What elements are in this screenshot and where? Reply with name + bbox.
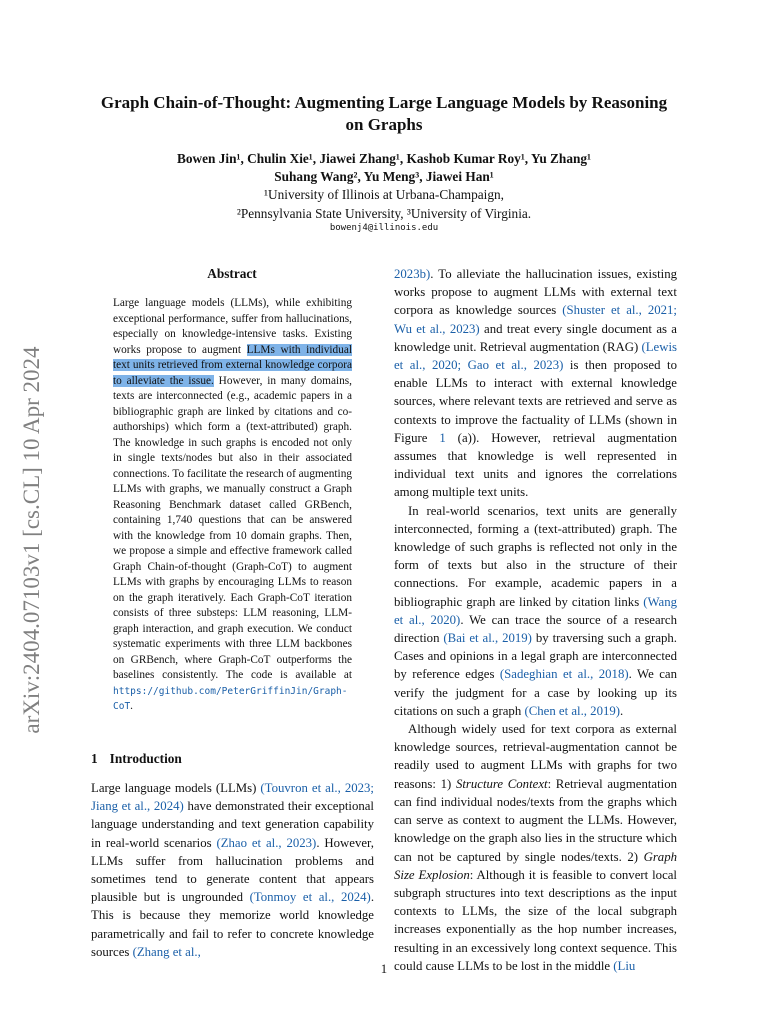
- abstract-end: .: [130, 700, 133, 712]
- author-list: [90, 150, 678, 186]
- body-text: In real-world scenarios, text units are generally interconnected, forming a (text-attributed) graph. The knowledge of such graphs is reflected not only in the form of texts but also in the structure of their connections. For example, academic papers in a bibliographic graph are linked by citation links: [394, 503, 677, 609]
- citation-link[interactable]: (Liu: [613, 958, 636, 973]
- intro-text: have demonstrated their exceptional language understanding and text generation capability in real-world scenarios: [91, 799, 374, 850]
- body-text: by traversing such a graph. Cases and opinions in a legal graph are interconnected by reference edges: [394, 631, 677, 682]
- citation-link[interactable]: (Chen et al., 2019): [524, 703, 621, 718]
- citation-link[interactable]: (Lewis et al., 2020; Gao et al., 2023): [394, 339, 677, 373]
- body-text: and treat every single document as a knowledge unit. Retrieval augmentation (RAG): [394, 321, 677, 354]
- arxiv-identifier[interactable]: arXiv:2404.07103v1 [cs.CL] 10 Apr 2024: [19, 346, 44, 734]
- introduction-body: [91, 779, 374, 961]
- right-paragraph-1: [394, 265, 677, 502]
- intro-text: Large language models (LLMs): [91, 781, 261, 795]
- code-url-link[interactable]: https://github.com/PeterGriffinJin/Graph-CoT: [113, 685, 348, 712]
- author-line-1: Bowen Jin¹, Chulin Xie¹, Jiawei Zhang¹, Kashob Kumar Roy¹, Yu Zhang¹: [176, 151, 591, 166]
- abstract-heading: Abstract: [207, 266, 257, 281]
- page-number: 1: [380, 962, 388, 976]
- right-paragraph-2: [394, 502, 677, 720]
- body-text: . We can verify the judgment for a case by looking up its citations on such a graph: [394, 667, 677, 718]
- body-text: : Although it is feasible to convert local subgraph structures into text descriptions as the input contexts to LLMs, the size of the local subgraph increases exponentially as the hop number increases, resulting in an excessively long context sequence. This could cause LLMs to be lost in the middle: [394, 867, 677, 973]
- intro-text: . However, LLMs suffer from hallucination problems and sometimes tend to generate content that appears plausible but is ungrounded: [91, 835, 374, 905]
- citation-link[interactable]: (Wang et al., 2020): [394, 594, 677, 627]
- author-email[interactable]: bowenj4@illinois.edu: [329, 223, 439, 233]
- body-text: Although widely used for text corpora as external knowledge sources, retrieval-augmentation cannot be readily used to augment LLMs with graphs for two reasons: 1): [394, 722, 677, 791]
- citation-link[interactable]: 2023b): [394, 267, 431, 281]
- right-paragraph-3: [394, 720, 677, 975]
- figure-reference-link[interactable]: 1: [439, 430, 446, 445]
- author-line-2: Suhang Wang², Yu Meng³, Jiawei Han¹: [274, 169, 494, 184]
- abstract-highlighted-text[interactable]: LLMs with individual text units retrieved from external knowledge corpora to alleviate the issue.: [113, 343, 352, 387]
- body-text: .: [620, 703, 624, 718]
- italic-term: Structure Context: [455, 776, 548, 791]
- citation-link[interactable]: (Zhang et al.,: [132, 944, 201, 959]
- section-number: 1: [91, 751, 98, 766]
- abstract-text-1: Large language models (LLMs), while exhibiting exceptional performance, suffer from hallucinations, especially on knowledge-intensive tasks. Existing works propose to augment: [113, 297, 352, 356]
- citation-link[interactable]: (Shuster et al., 2021; Wu et al., 2023): [394, 303, 677, 336]
- body-text: is then proposed to enable LLMs to interact with external knowledge sources, where relevant texts are retrieved and serve as contexts to improve the factuality of LLMs (shown in Figure: [394, 358, 677, 445]
- section-heading-introduction: [91, 751, 371, 767]
- paper-title: Graph Chain-of-Thought: Augmenting Large Language Models by Reasoning on Graphs: [100, 93, 668, 134]
- citation-link[interactable]: (Zhao et al., 2023): [216, 835, 317, 850]
- affiliations: [90, 185, 678, 223]
- intro-paragraph-1: [91, 779, 374, 961]
- citation-link[interactable]: (Sadeghian et al., 2018): [499, 667, 629, 682]
- affiliation-1: ¹University of Illinois at Urbana-Champaign,: [264, 187, 504, 202]
- body-text: . We can trace the source of a research direction: [394, 612, 678, 646]
- arxiv-sidebar: [12, 300, 52, 780]
- abstract-text-2: However, in many domains, texts are interconnected (e.g., academic papers in a bibliographic graph are linked by citations and co-authorships) which form a (text-attributed) graph. The knowledge in such graphs is encoded not only in single texts/nodes but also in their associated connections. To facilitate the research of augmenting LLMs with graphs, we manually construct a Graph Reasoning Benchmark dataset called GRBench, containing 1,740 questions that can be answered with the knowledge from 10 domain graphs. Then, we propose a simple and effective framework called Graph Chain-of-thought (Graph-CoT) to augment LLMs with graphs by encouraging LLMs to reason on the graph iteratively. Each Graph-CoT iteration consists of three substeps: LLM reasoning, LLM-graph interaction, and graph execution. We conduct systematic experiments with three LLM backbones on GRBench, where Graph-CoT outperforms the baselines consistently. The code is available at: [113, 374, 352, 681]
- section-title: Introduction: [109, 751, 182, 766]
- body-text: . To alleviate the hallucination issues, existing works propose to augment LLMs with external text corpora as knowledge sources: [394, 267, 677, 318]
- body-text: : Retrieval augmentation can find individual nodes/texts from the graphs which can serve as context to augment the LLMs. However, knowledge on the graph also lies in the structure which can not be captured by single nodes/texts. 2): [394, 776, 678, 864]
- citation-link[interactable]: (Bai et al., 2019): [443, 631, 532, 646]
- citation-link[interactable]: (Touvron et al., 2023; Jiang et al., 2024): [91, 781, 374, 814]
- right-column: [394, 265, 677, 975]
- citation-link[interactable]: (Tonmoy et al., 2024): [249, 890, 371, 905]
- abstract-body: [113, 296, 352, 715]
- intro-text: . This is because they memorize world knowledge parametrically and fail to refer to concrete knowledge sources: [91, 890, 375, 959]
- body-text: (a)). However, retrieval augmentation assumes that knowledge is well represented in individual text units and ignores the correlations among multiple text units.: [394, 430, 677, 500]
- affiliation-2: ²Pennsylvania State University, ³University of Virginia.: [236, 206, 532, 221]
- italic-term: Graph Size Explosion: [394, 849, 677, 882]
